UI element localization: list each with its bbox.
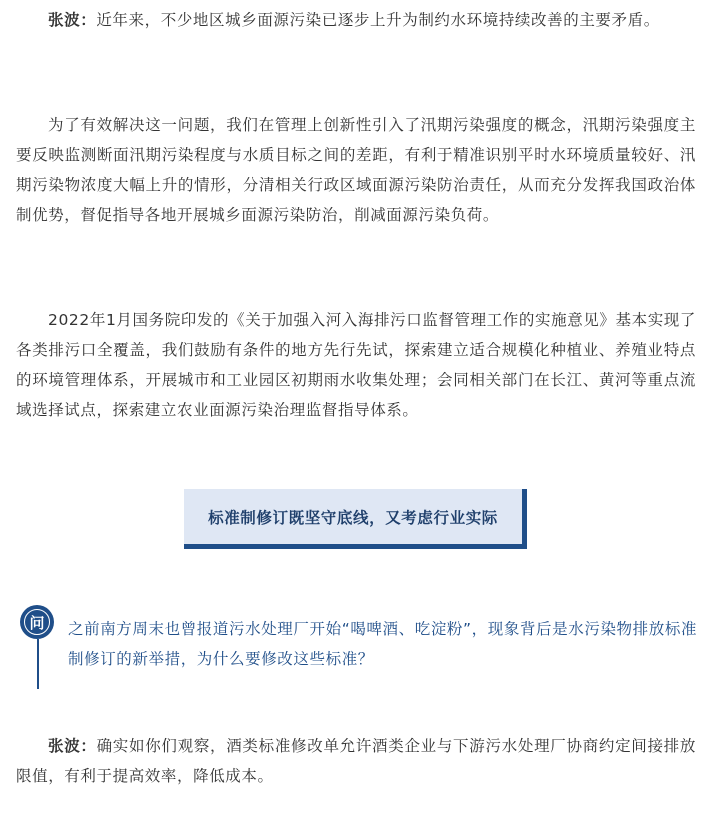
question-badge-icon xyxy=(20,605,54,639)
answer-paragraph-1 xyxy=(16,5,696,35)
question-divider-line xyxy=(37,639,39,689)
answer-paragraph-2 xyxy=(16,110,696,230)
question-badge-label: 问 xyxy=(24,609,50,635)
paragraph-text: 为了有效解决这一问题，我们在管理上创新性引入了汛期污染强度的概念，汛期污染强度主要反映监测断面汛期污染程度与水质目标之间的差距，有利于精准识别平时水环境质量较好、汛期污染物浓度大幅上升的情形，分清相关行政区域面源污染防治责任，从而充分发挥我国政治体制优势，督促指导各地开展城乡面源污染防治，削减面源污染负荷。 xyxy=(16,116,696,224)
paragraph-text: 近年来，不少地区城乡面源污染已逐步上升为制约水环境持续改善的主要矛盾。 xyxy=(96,11,660,29)
answer-paragraph-3 xyxy=(16,305,696,425)
paragraph-text: 2022年1月国务院印发的《关于加强入河入海排污口监督管理工作的实施意见》基本实现了各类排污口全覆盖，我们鼓励有条件的地方先行先试，探索建立适合规模化种植业、养殖业特点的环境管理体系，开展城市和工业园区初期雨水收集处理；会同相关部门在长江、黄河等重点流域选择试点，探索建立农业面源污染治理监督指导体系。 xyxy=(16,311,697,419)
answer-paragraph-4 xyxy=(16,731,696,791)
speaker-label: 张波： xyxy=(48,11,97,29)
question-text: 之前南方周末也曾报道污水处理厂开始“喝啤酒、吃淀粉”，现象背后是水污染物排放标准制修订的新举措，为什么要修改这些标准？ xyxy=(68,620,698,668)
speaker-label: 张波： xyxy=(48,737,97,755)
question-block xyxy=(0,600,725,695)
section-heading: 标准制修订既坚守底线，又考虑行业实际 xyxy=(208,508,498,527)
paragraph-text: 确实如你们观察，酒类标准修改单允许酒类企业与下游污水处理厂协商约定间接排放限值，有利于提高效率，降低成本。 xyxy=(16,737,696,785)
section-heading-box xyxy=(184,489,527,549)
